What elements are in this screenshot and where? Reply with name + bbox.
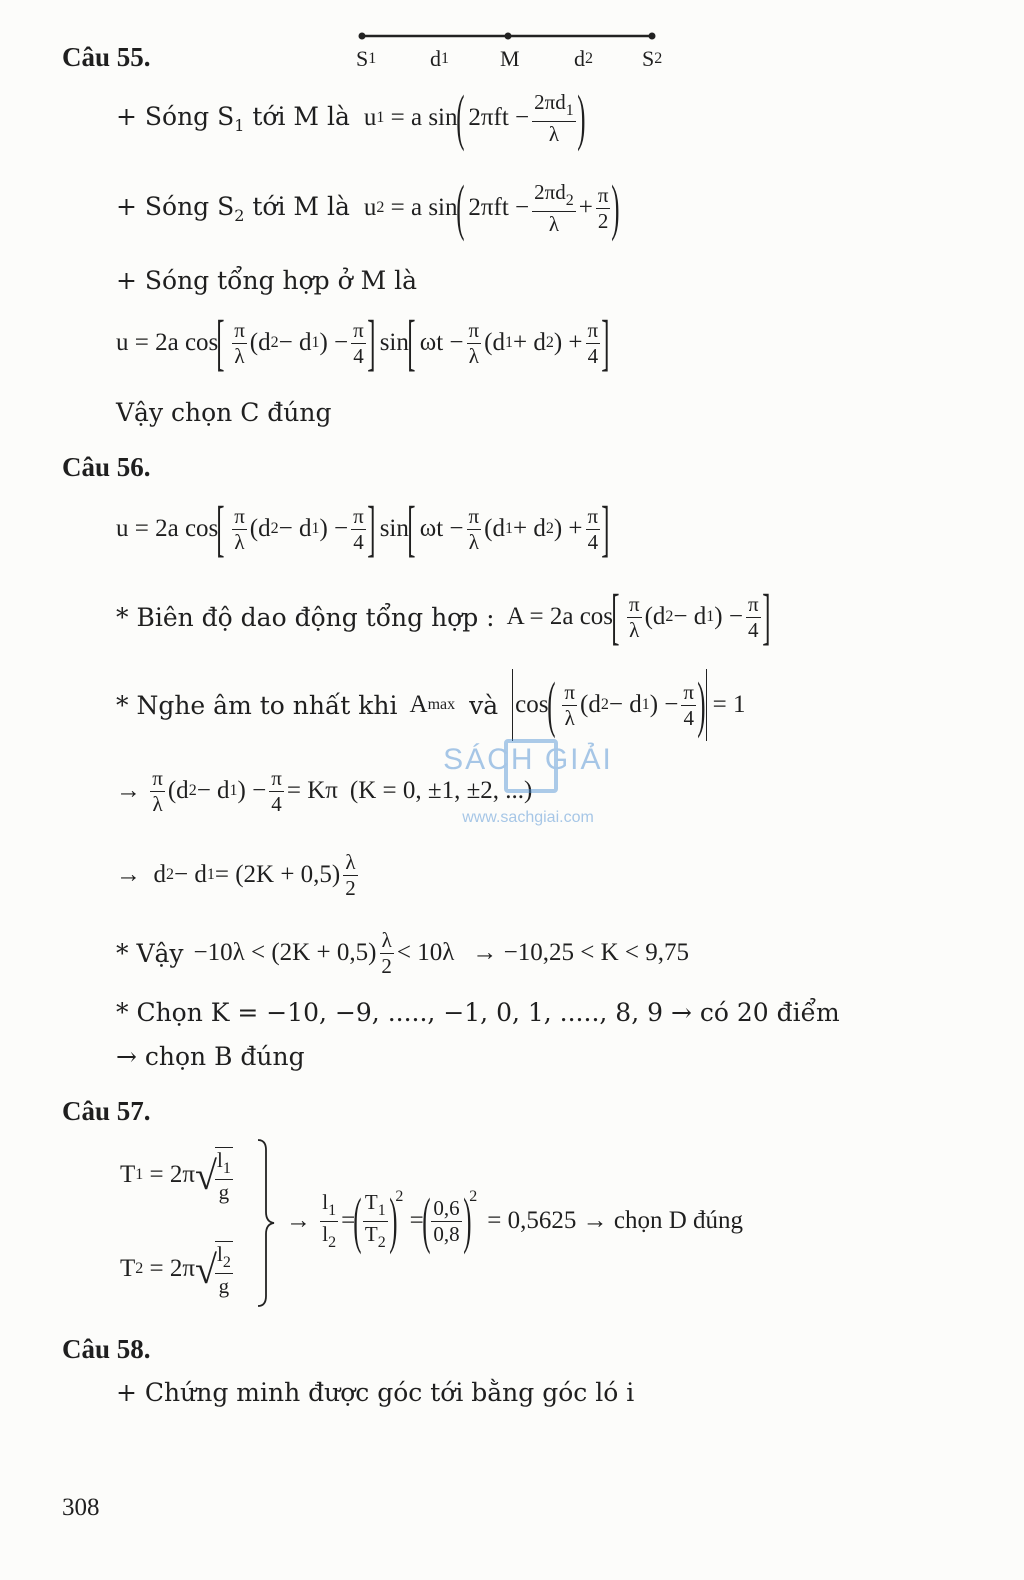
q55-line2 [116,174,620,242]
q56-eq-equals-one: = 1 [712,691,746,718]
page-number: 308 [62,1494,100,1521]
q56-amax: A max [409,691,456,718]
watermark-brand: SÁCH GIẢI [443,743,613,776]
diagram-label-m: M [500,46,520,71]
q56-loud-text: * Nghe âm to nhất khi [116,690,398,720]
q55-line1-text: + Sóng $S_1$ tới M là [116,101,350,135]
q56-eq-step1: → $\frac{\pi}{\lambda}$ (d 2 − d 1 ) − $\frac{\pi}{4}$ = Kπ [116,765,338,816]
q56-range-line [116,920,689,986]
diagram-label-d2: d 2 [574,46,593,71]
q56-eq-u: u = 2a cos [ $\frac{\pi}{\lambda}$ (d 2 − d 1 ) − $\frac{\pi}{4}$ ] sin [ ωt − $\frac{\pi}{\lambda}$ (d 1 + d 2 ) + $\frac{\pi}{4}$ ] [116,495,610,563]
q55-heading: Câu 55. [62,42,151,72]
q56-eq-range: −10λ < (2K + 0,5) $\frac{\lambda}{2}$ < 10λ [193,927,455,978]
q57-eq-t2: T 2 = 2π √ $\frac{l_2}{g}$ [120,1242,231,1298]
point-s1 [359,33,366,40]
diagram-label-s2: S 2 [642,46,663,71]
q55-line2-text: + Sóng $S_2$ tới M là [116,191,350,225]
q58-heading: Câu 58. [62,1334,151,1364]
q56-conclusion: → chọn B đúng [116,1042,305,1071]
q56-loud-line [116,668,746,742]
q56-range-prefix: * Vậy [116,938,184,968]
diagram-label-s1: S 1 [356,46,377,71]
q56-eq-step2: → d 2 − d 1 = (2K + 0,5) $\frac{\lambda}{2}$ [116,849,356,900]
q55-line3: + Sóng tổng hợp ở M là [116,266,418,295]
q55-conclusion: Vậy chọn C đúng [116,398,332,427]
point-m [505,33,512,40]
q56-amplitude-line [116,582,771,652]
q58-line1: + Chứng minh được góc tới bằng góc ló i [116,1378,635,1407]
point-s2 [649,33,656,40]
watermark [408,735,648,835]
q55-eq-u1: u 1 = a sin ( 2πft − $\frac{2\pi d_1}{\lambda}$ ) [363,84,586,152]
q56-heading: Câu 56. [62,452,151,482]
q56-range-result: → −10,25 < K < 9,75 [472,939,689,966]
q57-right-brace [254,1138,278,1308]
q56-loud-and: và [469,690,499,720]
diagram-label-d1: d 1 [430,46,449,71]
q56-eq-amplitude: A = 2a cos [ $\frac{\pi}{\lambda}$ (d 2 − d 1 ) − $\frac{\pi}{4}$ ] [506,583,771,651]
q55-line1 [116,84,586,152]
q57-eq-ratio: → $\frac{l_1}{l_2}$ = ( $\frac{T_1}{T_2}$ ) 2 = ( $\frac{0,6}{0,8}$ ) 2 = 0,5625 → chọn D đúng [286,1187,744,1255]
q56-k-values: (K = 0, ±1, ±2, ...) [349,777,533,804]
watermark-url: www.sachgiai.com [462,809,594,826]
q55-eq-u2: u 2 = a sin ( 2πft − $\frac{2\pi d_2}{\lambda}$ + $\frac{\pi}{2}$ ) [363,174,620,242]
q57-eq-t1: T 1 = 2π √ $\frac{l_1}{g}$ [120,1148,231,1204]
q57-result: = 0,5625 → chọn D đúng [487,1207,744,1234]
q56-eq-abs-cos: cos ( $\frac{\pi}{\lambda}$ (d 2 − d 1 ) − $\frac{\pi}{4}$ ) [512,669,706,741]
q56-amp-text: * Biên độ dao động tổng hợp : [116,602,495,632]
q56-choose-k: * Chọn K = −10, −9, ....., −1, 0, 1, ....., 8, 9 → có 20 điểm [116,998,840,1027]
q57-heading: Câu 57. [62,1096,151,1126]
q55-eq-u: u = 2a cos [ $\frac{\pi}{\lambda}$ (d 2 − d 1 ) − $\frac{\pi}{4}$ ] sin [ ωt − $\frac{\pi}{\lambda}$ (d 1 + d 2 ) + $\frac{\pi}{4}$ ] [116,309,610,377]
